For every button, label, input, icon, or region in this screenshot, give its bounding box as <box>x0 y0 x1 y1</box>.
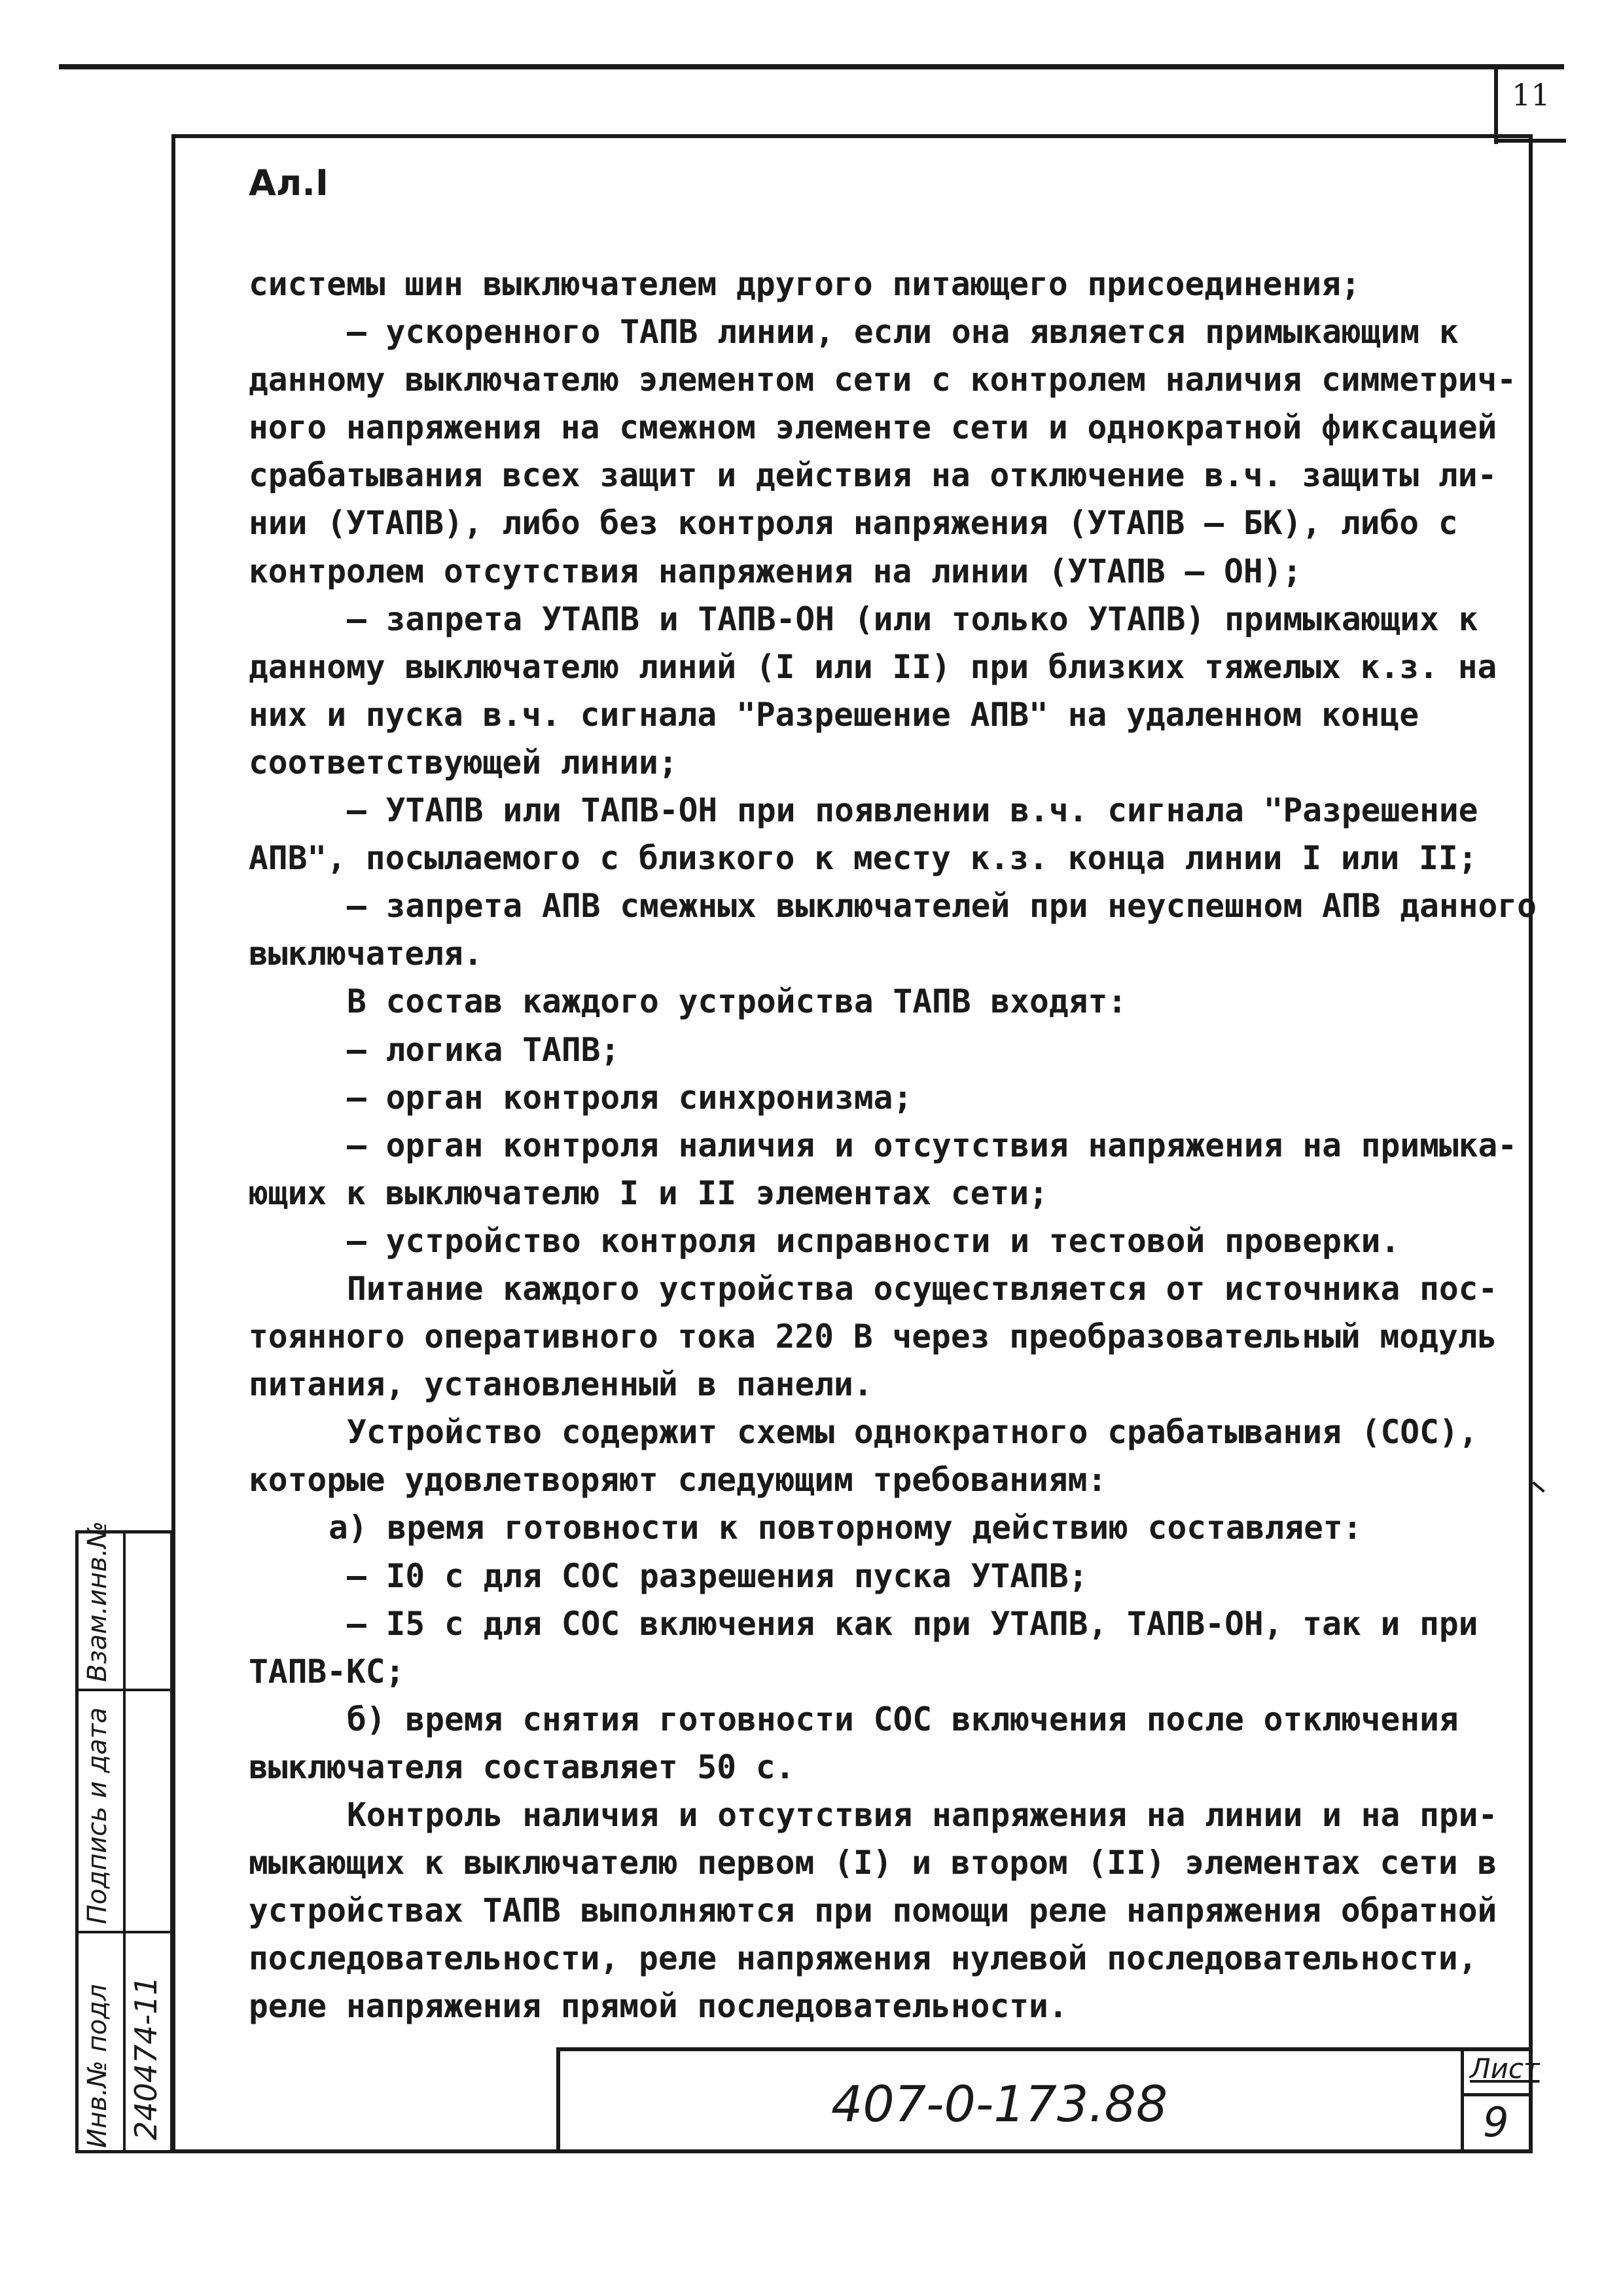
body-text <box>249 260 1537 2030</box>
text-line: выключателя составляет 50 с. <box>249 1748 795 1786</box>
text-line: – ускоренного ТАПВ линии, если она является примыкающим к <box>347 313 1459 351</box>
document-code: 407-0-173.88 <box>831 2075 1168 2133</box>
text-line: – устройство контроля исправности и тестовой проверки. <box>347 1221 1400 1260</box>
text-line: устройствах ТАПВ выполняются при помощи реле напряжения обратной <box>249 1892 1497 1930</box>
text-line: ТАПВ-КС; <box>249 1652 405 1691</box>
text-line: контролем отсутствия напряжения на линии (УТАПВ – ОН); <box>249 552 1302 590</box>
text-line: последовательности, реле напряжения нулевой последовательности, <box>249 1939 1478 1978</box>
sheet-label: Лист <box>1470 2053 1540 2085</box>
text-line: ного напряжения на смежном элементе сети и однократной фиксацией <box>249 408 1497 447</box>
text-line: – запрета УТАПВ и ТАПВ-ОН (или только УТАПВ) примыкающих к <box>347 600 1478 638</box>
margin-tick-mark <box>1532 1481 1544 1492</box>
text-line: них и пуска в.ч. сигнала "Разрешение АПВ" на удаленном конце <box>249 695 1419 734</box>
text-line: реле напряжения прямой последовательности. <box>249 1987 1068 2026</box>
side-label-inv-no-orig: Инв.№ подл <box>82 1984 113 2148</box>
text-line: Контроль наличия и отсутствия напряжения на линии и на при- <box>347 1796 1498 1834</box>
sheet-number: 9 <box>1483 2098 1509 2146</box>
sheet-cell-divider <box>1461 2047 1464 2153</box>
text-line: выключателя. <box>249 935 483 973</box>
text-line: системы шин выключателем другого питающего присоединения; <box>249 265 1361 303</box>
text-line: мыкающих к выключателю первом (I) и втором (II) элементах сети в <box>249 1844 1497 1882</box>
text-line: АПВ", посылаемого с близкого к месту к.з. конца линии I или II; <box>249 839 1478 878</box>
text-line: Устройство содержит схемы однократного срабатывания (СОС), <box>347 1413 1478 1452</box>
text-line: а) время готовности к повторному действию составляет: <box>329 1509 1363 1547</box>
text-line: В состав каждого устройства ТАПВ входят: <box>347 982 1128 1021</box>
text-line: – I0 с для СОС разрешения пуска УТАПВ; <box>347 1556 1088 1595</box>
sheet-cell-divider <box>1461 2093 1533 2096</box>
text-line: данному выключателю линий (I или II) при близких тяжелых к.з. на <box>249 647 1497 686</box>
text-line: данному выключателю элементом сети с контролем наличия симметрич- <box>249 361 1517 399</box>
side-stamp-row-divider <box>75 1689 173 1691</box>
text-line: – орган контроля наличия и отсутствия напряжения на примыка- <box>347 1126 1518 1164</box>
text-line: – орган контроля синхронизма; <box>347 1078 913 1117</box>
text-line: нии (УТАПВ), либо без контроля напряжения (УТАПВ – БК), либо с <box>249 504 1458 543</box>
text-line: питания, установленный в панели. <box>249 1365 873 1404</box>
text-line: соответствующей линии; <box>249 743 678 781</box>
side-stamp-column-divider <box>123 1530 126 2153</box>
text-line: срабатывания всех защит и действия на отключение в.ч. защиты ли- <box>249 456 1497 495</box>
text-line: ющих к выключателю I и II элементах сети; <box>249 1174 1048 1212</box>
side-label-sign-date: Подпись и дата <box>82 1707 113 1924</box>
side-stamp-row-divider <box>75 1931 173 1933</box>
text-line: б) время снятия готовности СОС включения после отключения <box>347 1700 1459 1738</box>
text-line: Питание каждого устройства осуществляется от источника пос- <box>347 1269 1498 1308</box>
page-number-top: 11 <box>1512 77 1550 113</box>
side-label-replace-inv: Взам.инв.№ <box>82 1520 113 1682</box>
text-line: тоянного оперативного тока 220 В через преобразовательный модуль <box>249 1318 1497 1356</box>
text-line: – I5 с для СОС включения как при УТАПВ, ТАПВ-ОН, так и при <box>347 1604 1478 1643</box>
corner-box-divider <box>1494 67 1498 144</box>
text-line: которые удовлетворяют следующим требованиям: <box>249 1461 1107 1499</box>
side-inv-number: 240474-11 <box>128 1976 164 2140</box>
document-label: Ал.I <box>249 162 329 204</box>
text-line: – УТАПВ или ТАПВ-ОН при появлении в.ч. сигнала "Разрешение <box>347 791 1478 830</box>
text-line: – запрета АПВ смежных выключателей при неуспешном АПВ данного <box>347 887 1537 925</box>
text-line: – логика ТАПВ; <box>347 1030 620 1069</box>
top-rule <box>59 64 1564 69</box>
